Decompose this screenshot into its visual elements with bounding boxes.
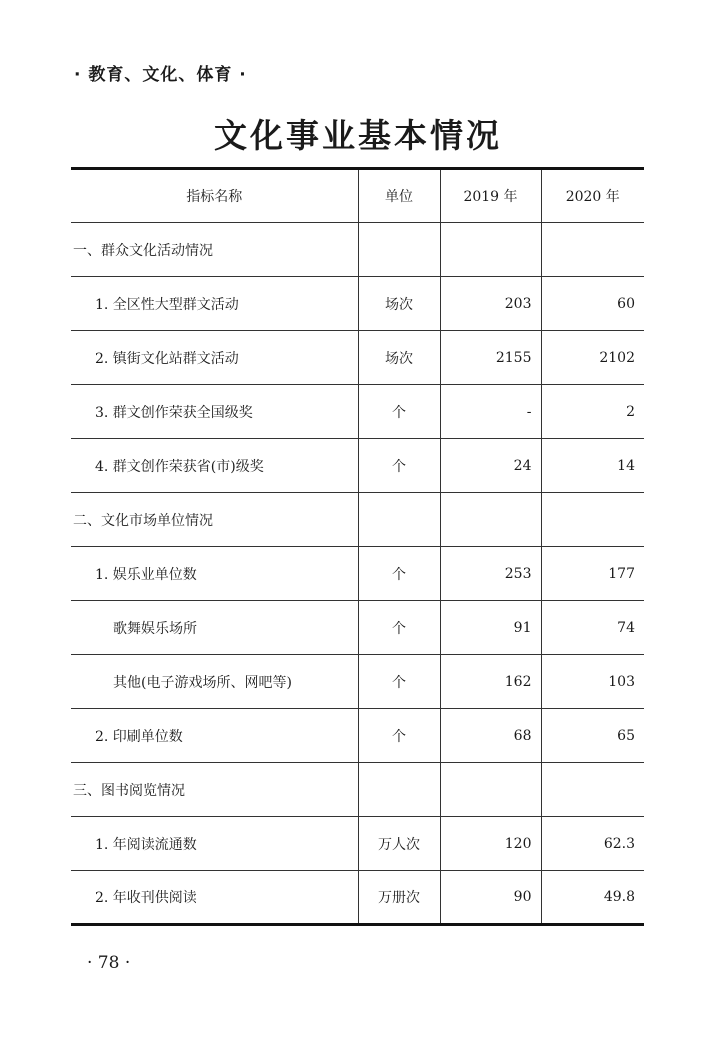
table-row bbox=[71, 439, 644, 493]
table-row bbox=[71, 709, 644, 763]
indicator-cell: 其他(电子游戏场所、网吧等) bbox=[71, 655, 358, 709]
unit-cell: 个 bbox=[358, 385, 440, 439]
unit-cell: 个 bbox=[358, 547, 440, 601]
table-row bbox=[71, 331, 644, 385]
value-2020-cell: 103 bbox=[541, 655, 644, 709]
column-header-2020: 2020 年 bbox=[541, 169, 644, 223]
indicator-cell: 歌舞娱乐场所 bbox=[71, 601, 358, 655]
value-2020-cell: 177 bbox=[541, 547, 644, 601]
unit-cell: 万人次 bbox=[358, 817, 440, 871]
table-row bbox=[71, 601, 644, 655]
table-row bbox=[71, 385, 644, 439]
table-row bbox=[71, 817, 644, 871]
unit-cell: 个 bbox=[358, 439, 440, 493]
value-2020-cell: 65 bbox=[541, 709, 644, 763]
page-title: 文化事业基本情况 bbox=[214, 116, 502, 155]
value-2019-cell: 120 bbox=[440, 817, 541, 871]
unit-cell bbox=[358, 763, 440, 817]
indicator-cell: 2. 镇街文化站群文活动 bbox=[71, 331, 358, 385]
value-2019-cell bbox=[440, 223, 541, 277]
indicator-cell: 三、图书阅览情况 bbox=[71, 763, 358, 817]
table-row bbox=[71, 223, 644, 277]
value-2020-cell: 60 bbox=[541, 277, 644, 331]
value-2019-cell: 162 bbox=[440, 655, 541, 709]
indicator-cell: 3. 群文创作荣获全国级奖 bbox=[71, 385, 358, 439]
column-header-unit: 单位 bbox=[358, 169, 440, 223]
table-row bbox=[71, 763, 644, 817]
table-header-row bbox=[71, 169, 644, 223]
value-2019-cell bbox=[440, 493, 541, 547]
column-header-2019: 2019 年 bbox=[440, 169, 541, 223]
unit-cell: 个 bbox=[358, 709, 440, 763]
unit-cell: 个 bbox=[358, 601, 440, 655]
unit-cell bbox=[358, 493, 440, 547]
value-2019-cell: 2155 bbox=[440, 331, 541, 385]
unit-cell: 万册次 bbox=[358, 871, 440, 925]
table-row bbox=[71, 277, 644, 331]
value-2019-cell: 90 bbox=[440, 871, 541, 925]
value-2019-cell: 253 bbox=[440, 547, 541, 601]
value-2019-cell: 24 bbox=[440, 439, 541, 493]
indicator-cell: 2. 年收刊供阅读 bbox=[71, 871, 358, 925]
unit-cell: 场次 bbox=[358, 277, 440, 331]
unit-cell: 个 bbox=[358, 655, 440, 709]
unit-cell: 场次 bbox=[358, 331, 440, 385]
indicator-cell: 二、文化市场单位情况 bbox=[71, 493, 358, 547]
value-2019-cell: 68 bbox=[440, 709, 541, 763]
value-2020-cell: 74 bbox=[541, 601, 644, 655]
culture-statistics-table bbox=[71, 167, 644, 926]
value-2019-cell: 203 bbox=[440, 277, 541, 331]
column-header-indicator: 指标名称 bbox=[71, 169, 358, 223]
value-2020-cell: 2 bbox=[541, 385, 644, 439]
value-2020-cell: 2102 bbox=[541, 331, 644, 385]
value-2020-cell bbox=[541, 223, 644, 277]
indicator-cell: 1. 年阅读流通数 bbox=[71, 817, 358, 871]
indicator-cell: 1. 娱乐业单位数 bbox=[71, 547, 358, 601]
section-header: · 教育、文化、体育 · bbox=[74, 65, 247, 85]
value-2020-cell: 14 bbox=[541, 439, 644, 493]
value-2019-cell: 91 bbox=[440, 601, 541, 655]
page-number: · 78 · bbox=[87, 953, 131, 973]
table-row bbox=[71, 655, 644, 709]
table-row bbox=[71, 493, 644, 547]
indicator-cell: 2. 印刷单位数 bbox=[71, 709, 358, 763]
indicator-cell: 一、群众文化活动情况 bbox=[71, 223, 358, 277]
value-2020-cell bbox=[541, 763, 644, 817]
table-row bbox=[71, 547, 644, 601]
value-2019-cell: - bbox=[440, 385, 541, 439]
value-2020-cell: 49.8 bbox=[541, 871, 644, 925]
value-2020-cell: 62.3 bbox=[541, 817, 644, 871]
table-row bbox=[71, 871, 644, 925]
unit-cell bbox=[358, 223, 440, 277]
value-2020-cell bbox=[541, 493, 644, 547]
value-2019-cell bbox=[440, 763, 541, 817]
indicator-cell: 4. 群文创作荣获省(市)级奖 bbox=[71, 439, 358, 493]
indicator-cell: 1. 全区性大型群文活动 bbox=[71, 277, 358, 331]
